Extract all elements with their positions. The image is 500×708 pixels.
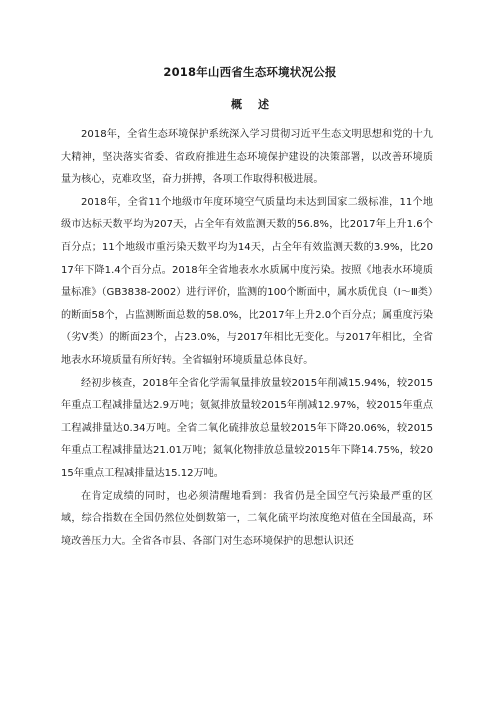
- paragraph-emission-reduction: 经初步核查，2018年全省化学需氧量排放量较2015年削减15.94%，较2015年重点工程减排量达2.9万吨；氨氮排放量较2015年削减12.97%，较2015年重点工程减排量达0.34万吨。全省二氧化硫排放总量较2015年下降20.06%，较2015年重点工程减排量达21.01万吨；氮氧化物排放总量较2015年下降14.75%，较2015年重点工程减排量达15.12万吨。: [61, 377, 433, 479]
- paragraph-air-water-quality: 2018年，全省11个地级市年度环境空气质量均未达到国家二级标准，11个地级市达标天数平均为207天，占全年有效监测天数的56.8%，比2017年上升1.6个百分点；11个地级市重污染天数平均为14天，占全年有效监测天数的3.9%，比2017年下降1.4个百分点。2018年全省地表水水质属中度污染。按照《地表水环境质量标准》（GB3838-2002）进行评价，监测的100个断面中，属水质优良（Ⅰ～Ⅲ类）的断面58个，占监测断面总数的58.0%，比2017年上升2.0个百分点；属重度污染（劣Ⅴ类）的断面23个，占23.0%，与2017年相比无变化。与2017年相比，全省地表水环境质量有所好转。全省辐射环境质量总体良好。: [61, 196, 433, 366]
- paragraph-challenges: 在肯定成绩的同时，也必须清醒地看到：我省仍是全国空气污染最严重的区域，综合指数在全国仍然位处倒数第一，二氧化硫平均浓度绝对值在全国最高，环境改善压力大。全省各市县、各部门对生态环境保护的思想认识还: [61, 490, 433, 547]
- document-body: [61, 124, 433, 553]
- paragraph-intro: 2018年，全省生态环境保护系统深入学习贯彻习近平生态文明思想和党的十九大精神，坚决落实省委、省政府推进生态环境保护建设的决策部署，以改善环境质量为核心，克难攻坚，奋力拼搏，各项工作取得积极进展。: [61, 129, 433, 186]
- section-heading: 概述: [231, 98, 285, 111]
- document-title: 2018年山西省生态环境状况公报: [163, 65, 337, 79]
